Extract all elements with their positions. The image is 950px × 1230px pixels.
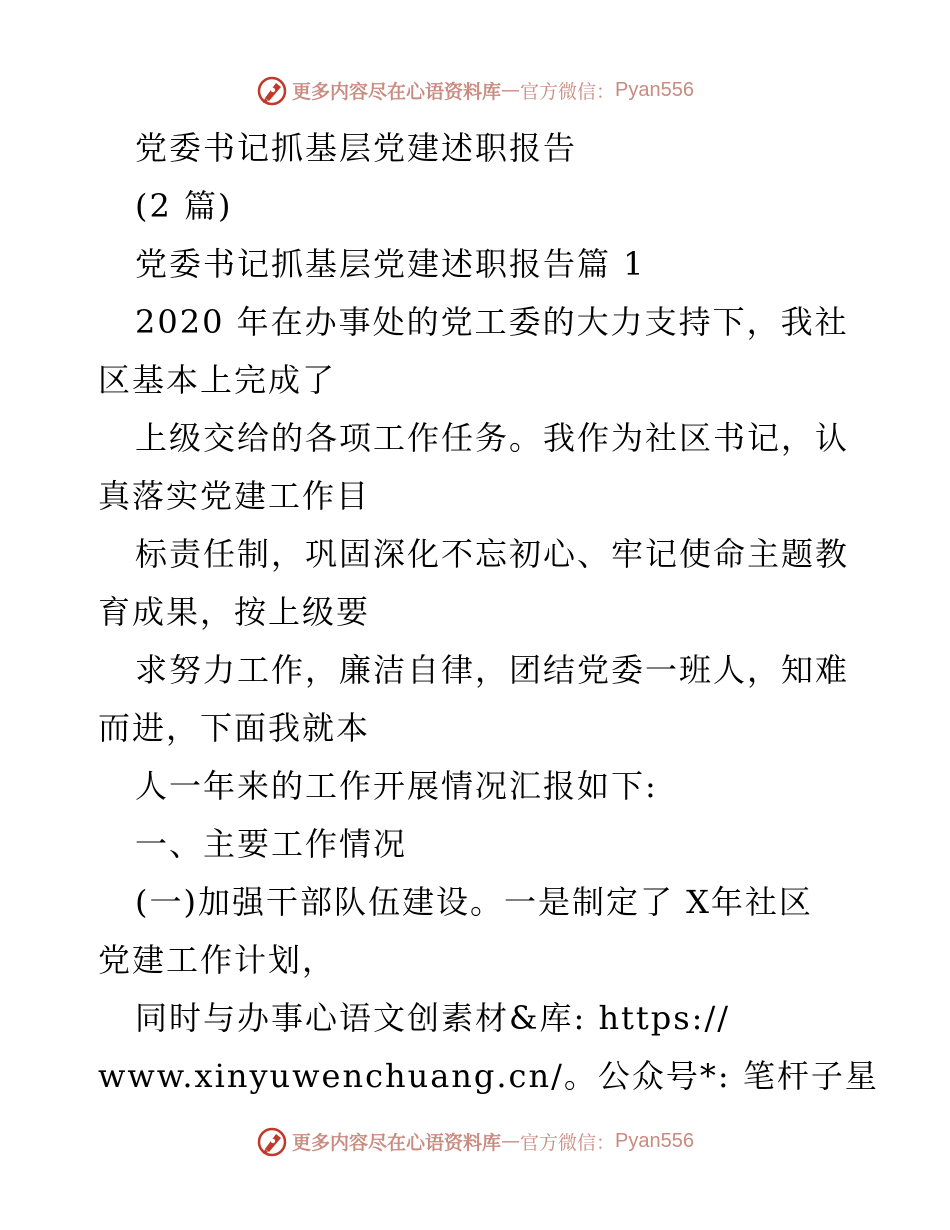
banner-sub-text: 官方微信：	[520, 80, 616, 103]
paragraph-line: 党建工作计划，	[98, 941, 337, 979]
banner-dash: —	[501, 1130, 521, 1152]
section-heading: 党委书记抓基层党建述职报告篇 1	[135, 245, 646, 283]
paragraph-line: 同时与办事心语文创素材&库: https://	[135, 999, 731, 1037]
banner-sub-text: 官方微信：	[520, 1131, 616, 1154]
pen-nib-circle-icon	[256, 74, 288, 106]
paragraph-line: 人一年来的工作开展情况汇报如下:	[135, 767, 658, 805]
paragraph-line: 上级交给的各项工作任务。我作为社区书记，认	[135, 419, 850, 457]
paragraph-line: 真落实党建工作目	[98, 477, 371, 515]
banner-dash: —	[501, 79, 521, 101]
pen-nib-circle-icon	[256, 1125, 288, 1157]
paragraph-line: 区基本上完成了	[98, 361, 337, 399]
footer-banner	[0, 1121, 950, 1161]
banner-wechat-id: Pyan556	[615, 1129, 694, 1152]
banner-wechat-id: Pyan556	[615, 78, 694, 101]
banner-main-text: 更多内容尽在心语资料库	[292, 80, 502, 103]
paragraph-line: www.xinyuwenchuang.cn/。公众号*: 笔杆子星	[98, 1057, 879, 1095]
paragraph-line: 育成果，按上级要	[98, 593, 371, 631]
paragraph-line: 标责任制，巩固深化不忘初心、牢记使命主题教	[135, 535, 850, 573]
doc-subtitle: (2 篇)	[135, 187, 233, 225]
paragraph-line: (一)加强干部队伍建设。一是制定了 X年社区	[135, 883, 813, 921]
paragraph-line: 而进，下面我就本	[98, 709, 371, 747]
doc-title: 党委书记抓基层党建述职报告	[135, 129, 578, 167]
paragraph-line: 求努力工作，廉洁自律，团结党委一班人，知难	[135, 651, 850, 689]
banner-main-text: 更多内容尽在心语资料库	[292, 1131, 502, 1154]
header-banner	[0, 70, 950, 110]
section-heading: 一、主要工作情况	[135, 825, 408, 863]
paragraph-line: 2020 年在办事处的党工委的大力支持下，我社	[135, 303, 849, 341]
